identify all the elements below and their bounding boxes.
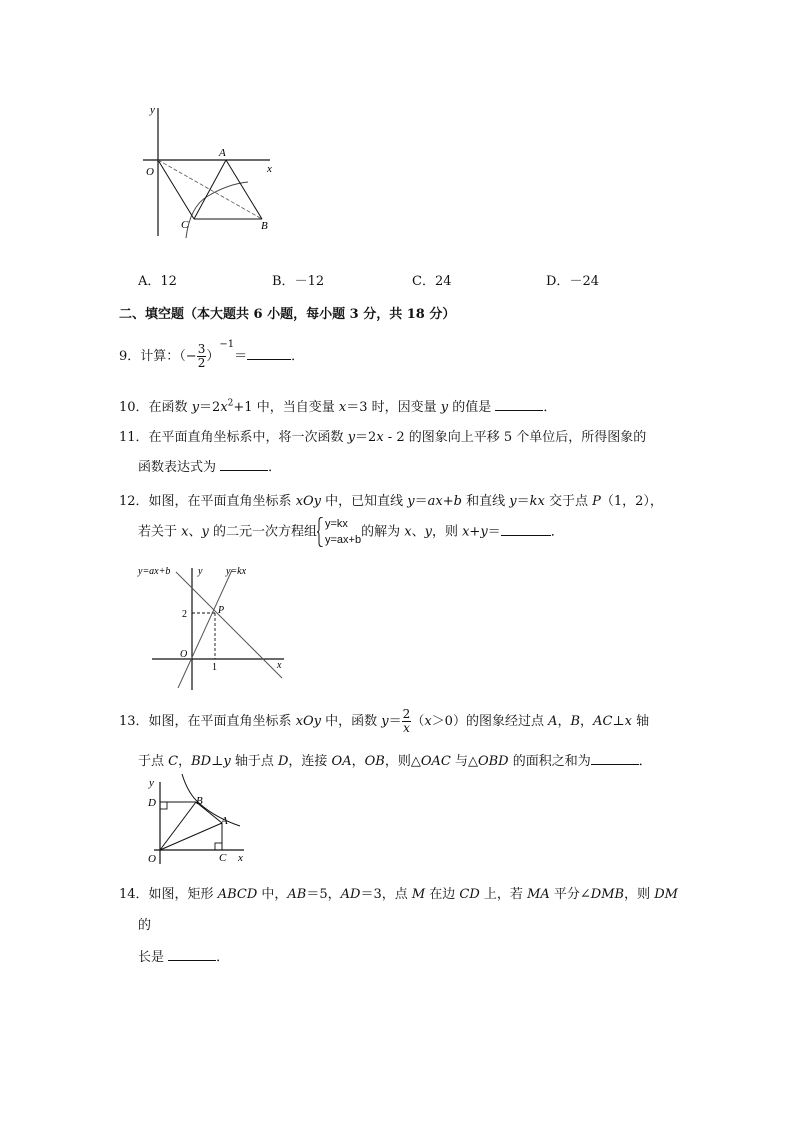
label-b: B	[261, 220, 268, 232]
segment-oc	[158, 160, 194, 219]
answer-blank	[220, 458, 268, 471]
label-p: P	[218, 605, 225, 616]
figure-hyperbola	[140, 772, 260, 868]
label-line-kx: y=kx	[226, 566, 247, 577]
hyperbola-curve	[186, 182, 248, 238]
question-13-line2: 于点 C，BD⊥y 轴于点 D，连接 OA，OB，则△OAC 与△OBD 的面积之和为 ．	[138, 754, 652, 769]
label-x: x	[238, 852, 243, 864]
segment-oa	[160, 823, 222, 850]
answer-blank	[501, 523, 551, 536]
label-c: C	[181, 219, 189, 231]
label-o: O	[180, 649, 188, 660]
question-14-line1: 14．如图，矩形 ABCD 中，AB＝5，AD＝3，点 M 在边 CD 上，若 MA 平分∠DMB，则 DM	[119, 887, 678, 902]
right-angle-c	[215, 843, 222, 850]
line-kx	[178, 570, 232, 688]
label-x: x	[267, 163, 272, 175]
fraction-2-x: $\frac{2}{x}$	[402, 707, 411, 735]
choice-c: C．24	[412, 274, 452, 289]
choice-b: B．－12	[272, 274, 325, 289]
right-angle-d	[160, 802, 167, 809]
answer-blank	[247, 347, 291, 360]
question-10: 10．在函数 $y=2x^2+1$ 中，当自变量 x＝3 时，因变量 y 的值是 ．	[119, 398, 557, 415]
label-2: 2	[182, 609, 187, 620]
section-title: 二、填空题（本大题共 6 小题，每小题 3 分，共 18 分）	[119, 307, 456, 322]
label-line-ax-plus-b: y=ax+b	[138, 566, 171, 577]
question-12-line2: 若关于 x、y 的二元一次方程组 y=kx y=ax+b 的解为 x、y，则 x+y＝ ．	[138, 518, 564, 546]
segment-ab	[226, 160, 262, 219]
question-14-line3: 长是 ．	[138, 950, 230, 965]
question-11-line2: 函数表达式为 ．	[138, 460, 282, 475]
hyperbola-curve	[182, 774, 240, 826]
choice-d: D．－24	[546, 274, 599, 289]
label-y: y	[198, 566, 203, 577]
figure-two-lines	[136, 560, 296, 692]
label-y: y	[150, 104, 155, 116]
question-13-line1: 13．如图，在平面直角坐标系 xOy 中，函数 y＝ $\frac{2}{x}$ （x＞0）的图象经过点 A，B，AC⊥x 轴	[119, 707, 650, 735]
answer-blank	[591, 752, 639, 765]
label-c: C	[219, 852, 227, 864]
label-d: D	[148, 797, 156, 809]
label-o: O	[148, 853, 156, 865]
label-b: B	[196, 795, 203, 807]
question-14-line2: 的	[138, 918, 152, 933]
choice-a: A．12	[138, 274, 177, 289]
question-9: 9．计算：（− $\frac{3}{2}$ ）$^{-1}$＝ ．	[119, 338, 305, 370]
question-11-line1: 11．在平面直角坐标系中，将一次函数 y＝2x - 2 的图象向上平移 5 个单位后，所得图象的	[119, 430, 647, 445]
label-x: x	[277, 660, 282, 671]
answer-blank	[168, 948, 216, 961]
label-y: y	[149, 777, 154, 789]
label-o: O	[146, 166, 154, 178]
fraction-3-2: $\frac{3}{2}$	[197, 342, 206, 370]
question-12-line1: 12．如图，在平面直角坐标系 xOy 中，已知直线 y＝ax+b 和直线 y＝kx 交于点 P（1，2），	[119, 494, 663, 509]
answer-blank	[495, 398, 543, 411]
equation-system: y=kx y=ax+b	[317, 516, 361, 548]
label-1: 1	[212, 662, 217, 673]
figure-quadrilateral-oacb	[128, 98, 288, 243]
label-a: A	[221, 815, 228, 827]
label-a: A	[219, 147, 226, 159]
